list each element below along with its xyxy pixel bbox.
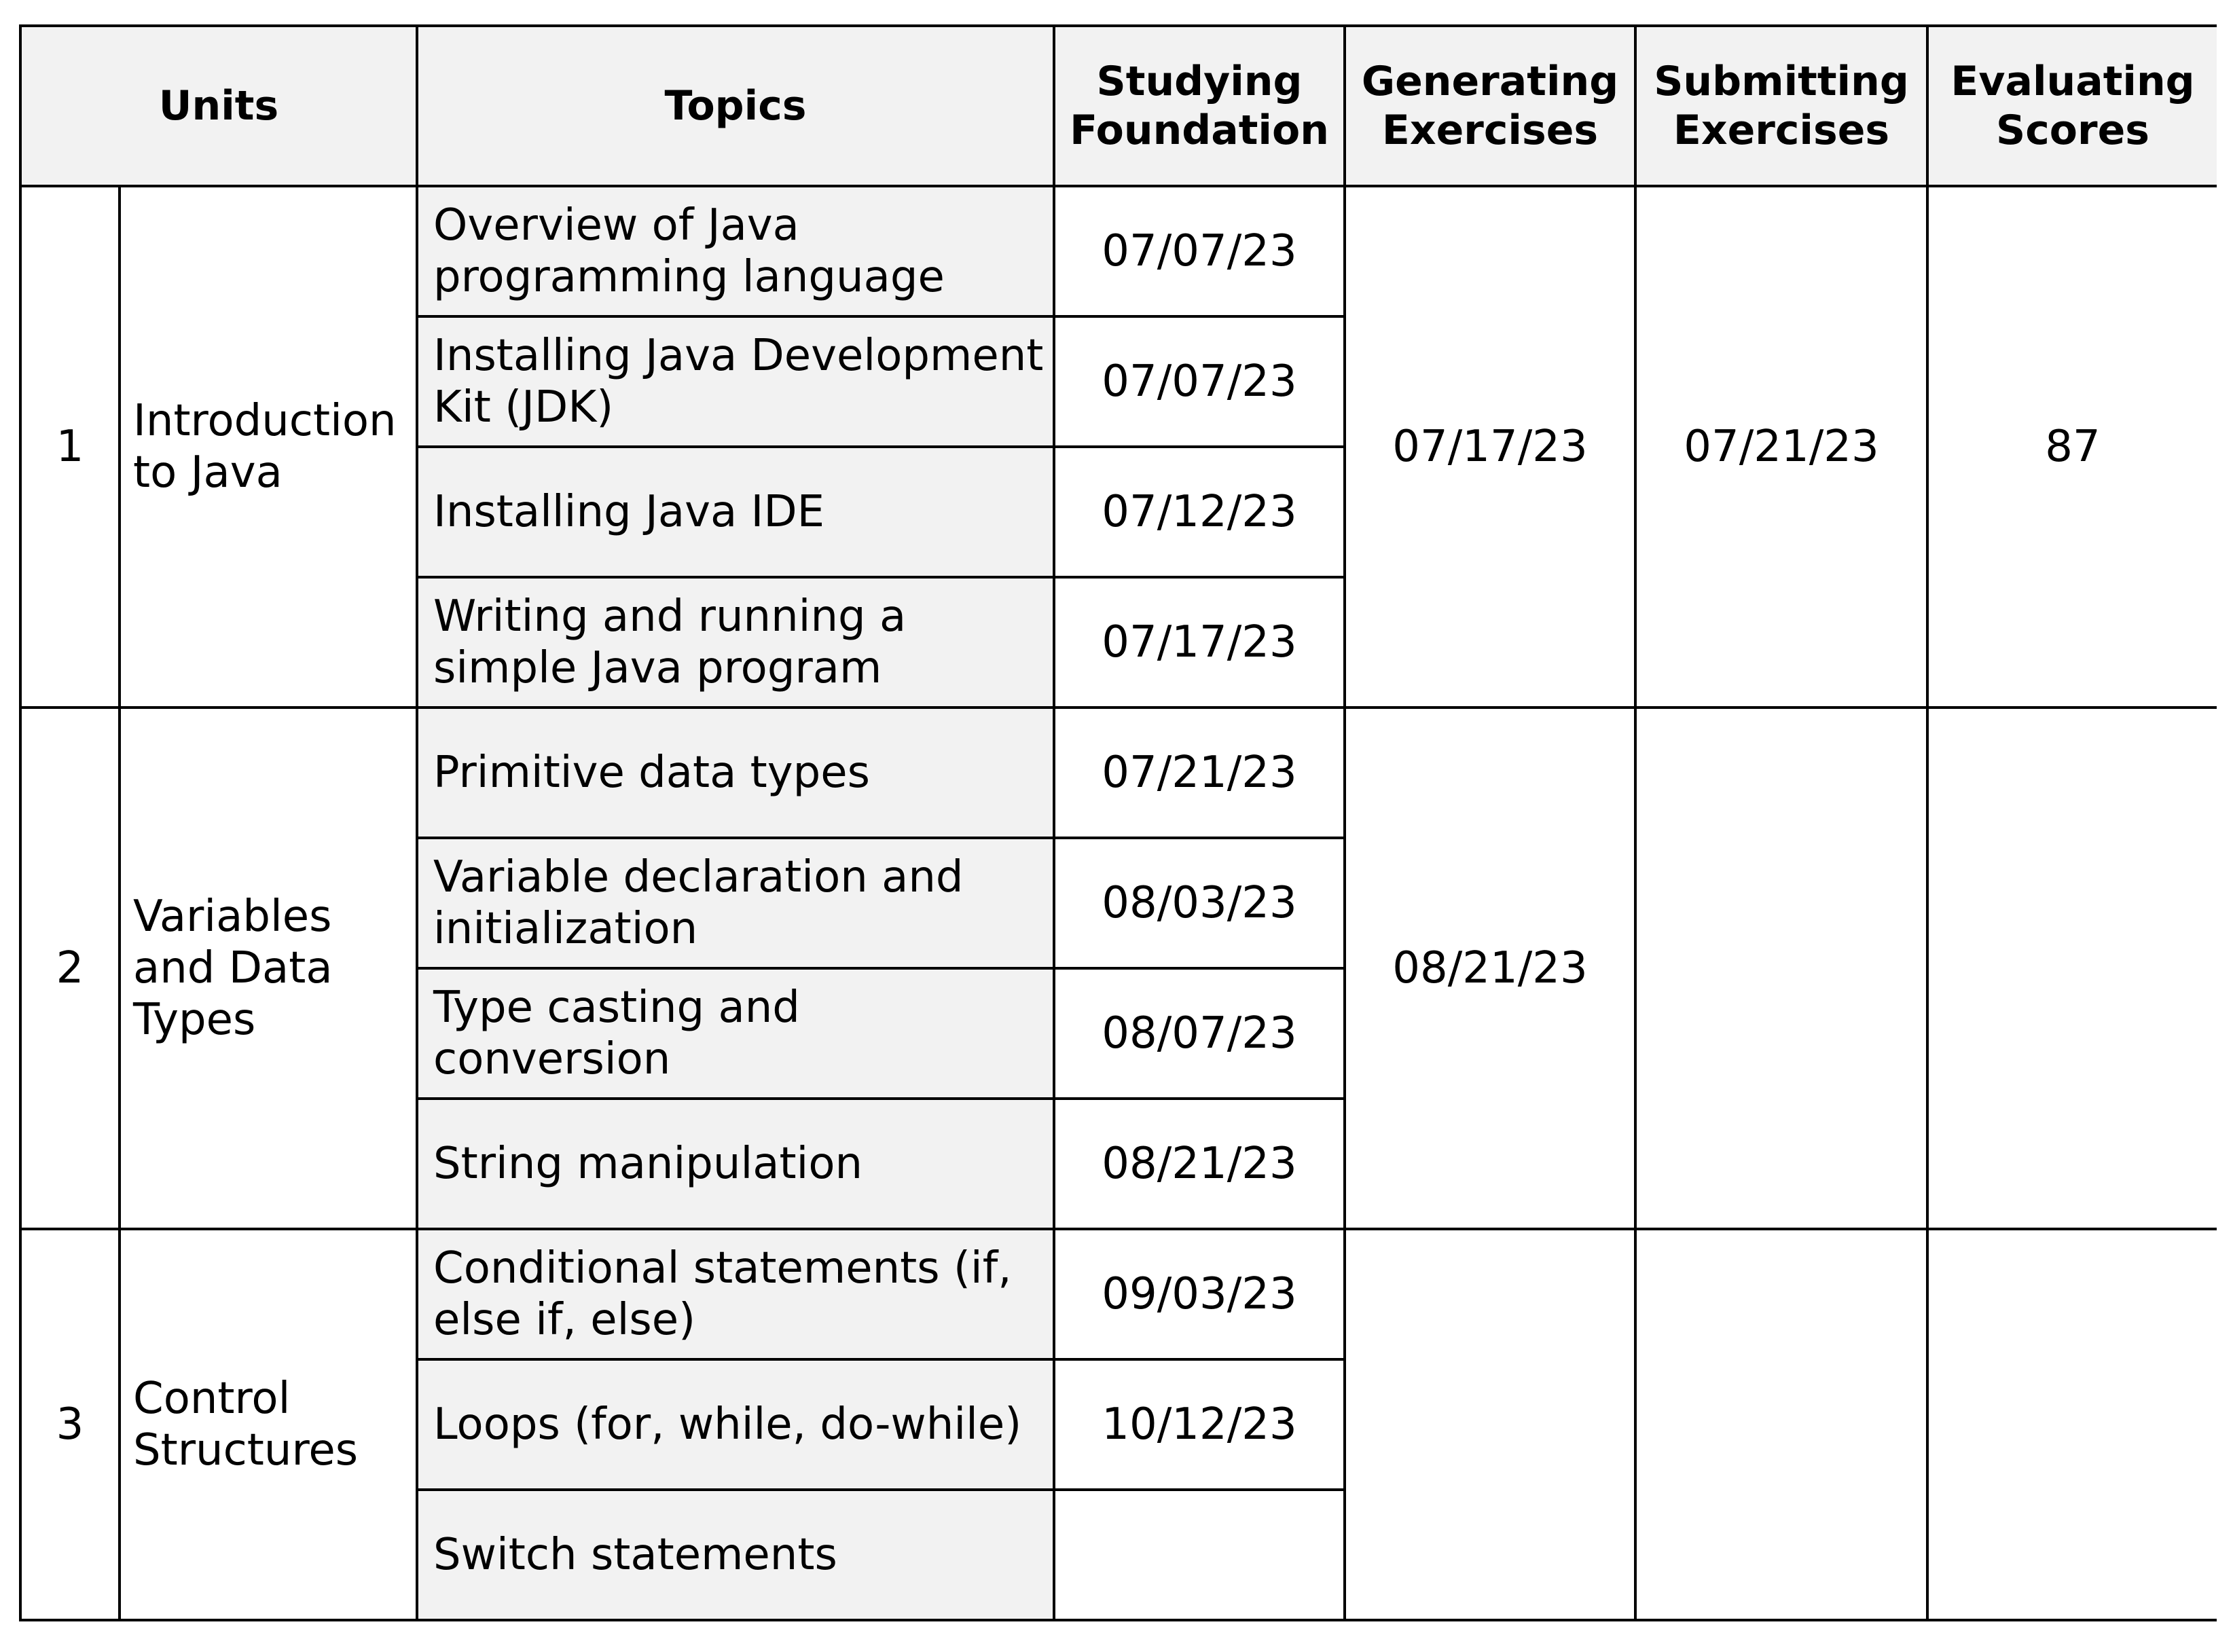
evaluating-score <box>1927 708 2217 1229</box>
studying-date: 10/12/23 <box>1054 1359 1345 1490</box>
topic-cell: String manipulation <box>417 1099 1054 1229</box>
topic-cell: Variable declaration and initialization <box>417 838 1054 968</box>
evaluating-score: 87 <box>1927 186 2217 708</box>
header-submitting-exercises <box>1635 26 1927 186</box>
studying-date: 07/12/23 <box>1054 447 1345 577</box>
submitting-date: 07/21/23 <box>1635 186 1927 708</box>
evaluating-score <box>1927 1229 2217 1620</box>
submitting-date <box>1635 1229 1927 1620</box>
header-evaluating-line2: Scores <box>1996 107 2149 154</box>
topic-cell: Overview of Java programming language <box>417 186 1054 316</box>
studying-date: 07/07/23 <box>1054 316 1345 447</box>
topic-cell: Switch statements <box>417 1490 1054 1620</box>
unit-number: 1 <box>20 186 120 708</box>
topic-cell: Installing Java Development Kit (JDK) <box>417 316 1054 447</box>
header-units: Units <box>20 26 417 186</box>
topic-cell: Conditional statements (if, else if, else) <box>417 1229 1054 1359</box>
course-schedule-table <box>19 24 2217 1621</box>
header-submitting-line1: Submitting <box>1654 58 1909 105</box>
header-row <box>20 26 2217 186</box>
table-row <box>20 708 2217 838</box>
header-generating-exercises <box>1345 26 1635 186</box>
header-submitting-line2: Exercises <box>1673 107 1890 154</box>
studying-date: 09/03/23 <box>1054 1229 1345 1359</box>
unit-number: 3 <box>20 1229 120 1620</box>
unit-name: Variables and Data Types <box>120 708 417 1229</box>
unit-name: Control Structures <box>120 1229 417 1620</box>
topic-cell: Loops (for, while, do-while) <box>417 1359 1054 1490</box>
unit-number: 2 <box>20 708 120 1229</box>
header-topics: Topics <box>417 26 1054 186</box>
studying-date: 08/21/23 <box>1054 1099 1345 1229</box>
topic-cell: Writing and running a simple Java program <box>417 577 1054 708</box>
header-studying-line1: Studying <box>1096 58 1303 105</box>
generating-date: 08/21/23 <box>1345 708 1635 1229</box>
topic-cell: Type casting and conversion <box>417 968 1054 1099</box>
studying-date: 07/17/23 <box>1054 577 1345 708</box>
submitting-date <box>1635 708 1927 1229</box>
table-row <box>20 1229 2217 1359</box>
generating-date <box>1345 1229 1635 1620</box>
header-studying-line2: Foundation <box>1070 107 1329 154</box>
unit-name: Introduction to Java <box>120 186 417 708</box>
header-studying-foundation <box>1054 26 1345 186</box>
generating-date: 07/17/23 <box>1345 186 1635 708</box>
header-evaluating-line1: Evaluating <box>1950 58 2195 105</box>
table-row <box>20 186 2217 316</box>
header-generating-line2: Exercises <box>1381 107 1599 154</box>
schedule-table-container <box>19 24 2217 1634</box>
studying-date <box>1054 1490 1345 1620</box>
studying-date: 08/07/23 <box>1054 968 1345 1099</box>
header-generating-line1: Generating <box>1361 58 1619 105</box>
header-evaluating-scores <box>1927 26 2217 186</box>
studying-date: 07/07/23 <box>1054 186 1345 316</box>
studying-date: 08/03/23 <box>1054 838 1345 968</box>
studying-date: 07/21/23 <box>1054 708 1345 838</box>
topic-cell: Installing Java IDE <box>417 447 1054 577</box>
topic-cell: Primitive data types <box>417 708 1054 838</box>
